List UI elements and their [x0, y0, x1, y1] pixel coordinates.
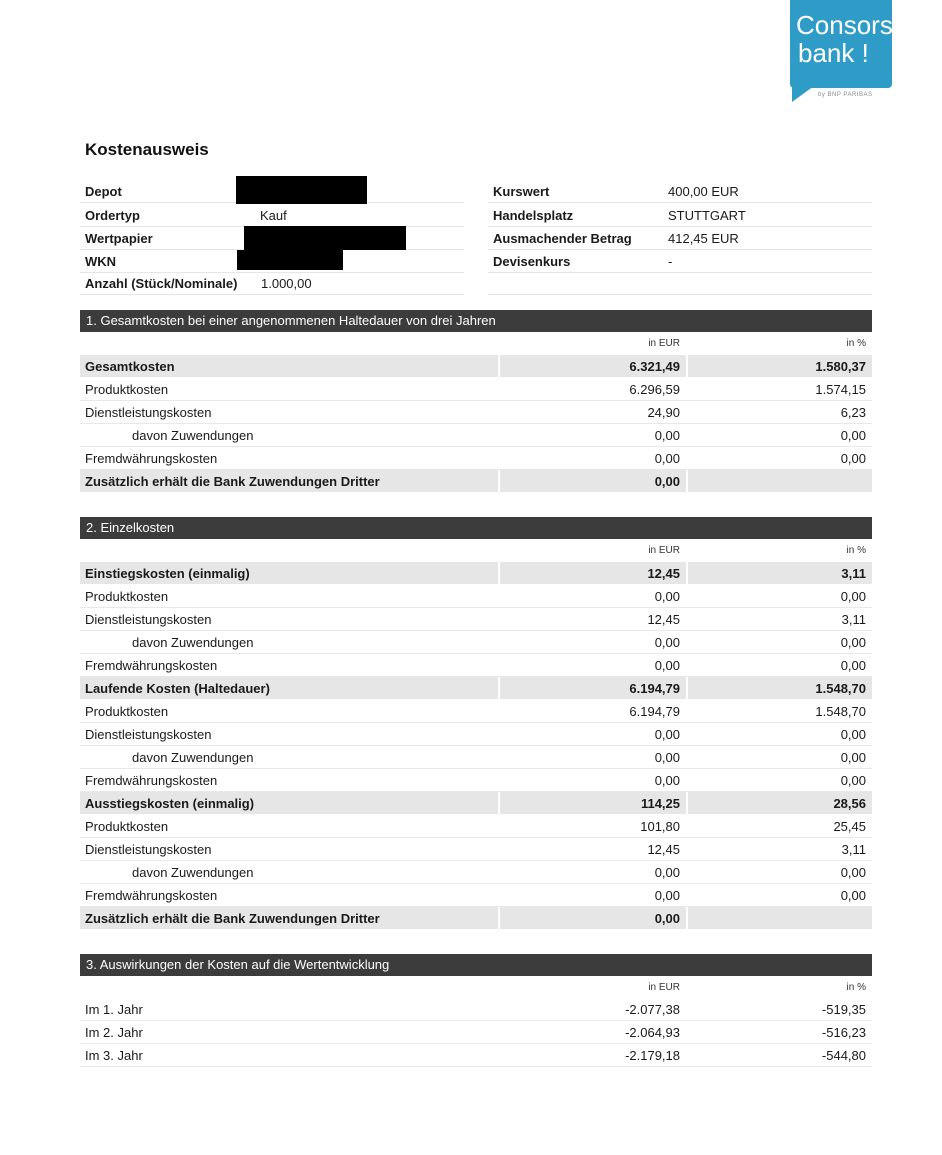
- value-eur: 0,00: [654, 727, 680, 742]
- value-pct: 0,00: [840, 635, 866, 650]
- row-label: Laufende Kosten (Haltedauer): [85, 681, 270, 696]
- value-eur: 0,00: [654, 451, 680, 466]
- value-eur: 6.321,49: [629, 359, 680, 374]
- row-label: Produktkosten: [85, 589, 169, 604]
- value-eur: 12,45: [647, 842, 680, 857]
- redaction-depot: [236, 176, 367, 204]
- section3-units: [80, 980, 872, 996]
- info-row-kurswert: [488, 180, 872, 203]
- page-title: Kostenausweis: [85, 140, 209, 159]
- value-eur: 6.296,59: [629, 382, 680, 397]
- info-label: Wertpapier: [85, 231, 153, 246]
- table-row: [80, 424, 872, 447]
- column-separator: [686, 355, 688, 377]
- value-eur: -2.179,18: [625, 1048, 680, 1063]
- value-eur: -2.064,93: [625, 1025, 680, 1040]
- row-label: Produktkosten: [85, 704, 169, 719]
- row-label: Im 2. Jahr: [85, 1025, 143, 1040]
- value-eur: 12,45: [647, 566, 680, 581]
- value-eur: 0,00: [654, 635, 680, 650]
- table-row: [80, 838, 872, 861]
- table-row: [80, 700, 872, 723]
- value-eur: 114,25: [640, 796, 680, 811]
- value-pct: 3,11: [841, 842, 866, 857]
- row-label: Dienstleistungskosten: [85, 612, 212, 627]
- value-pct: -516,23: [821, 1025, 866, 1040]
- value-pct: 0,00: [840, 658, 866, 673]
- value-pct: 0,00: [840, 428, 866, 443]
- value-pct: -544,80: [821, 1048, 866, 1063]
- value-eur: 0,00: [654, 865, 680, 880]
- row-label: Im 1. Jahr: [85, 1002, 143, 1017]
- value-eur: 12,45: [647, 612, 680, 627]
- column-separator: [498, 792, 500, 814]
- value-pct: 25,45: [833, 819, 866, 834]
- table-row: [80, 470, 872, 493]
- column-separator: [498, 562, 500, 584]
- unit-eur: in EUR: [648, 545, 680, 556]
- value-pct: 28,56: [833, 796, 866, 811]
- table-row: [80, 447, 872, 470]
- table-row: [80, 907, 872, 930]
- table-row: [80, 769, 872, 792]
- row-label: Fremdwährungskosten: [85, 888, 218, 903]
- info-label: Depot: [85, 184, 122, 199]
- column-separator: [498, 355, 500, 377]
- info-row-handelsplatz: [488, 204, 872, 227]
- row-label: davon Zuwendungen: [132, 635, 254, 650]
- value-eur: -2.077,38: [625, 1002, 680, 1017]
- info-row-empty: [488, 272, 872, 295]
- table-row: [80, 723, 872, 746]
- value-pct: 1.580,37: [815, 359, 866, 374]
- info-value: 1.000,00: [261, 276, 312, 291]
- row-label: Fremdwährungskosten: [85, 451, 218, 466]
- table-row: [80, 585, 872, 608]
- value-eur: 6.194,79: [629, 681, 680, 696]
- column-separator: [498, 907, 500, 929]
- value-pct: 1.548,70: [815, 704, 866, 719]
- row-label: Einstiegskosten (einmalig): [85, 566, 250, 581]
- section2-units: [80, 543, 872, 559]
- row-label: Ausstiegskosten (einmalig): [85, 796, 255, 811]
- logo-text-line2: bank !: [798, 38, 869, 68]
- info-row-devisenkurs: [488, 250, 872, 273]
- column-separator: [498, 470, 500, 492]
- info-row-ordertyp: [80, 204, 464, 227]
- value-pct: 0,00: [840, 589, 866, 604]
- row-label: Produktkosten: [85, 819, 169, 834]
- unit-eur: in EUR: [648, 338, 680, 349]
- column-separator: [686, 470, 688, 492]
- table-row: [80, 792, 872, 815]
- row-label: Fremdwährungskosten: [85, 658, 218, 673]
- info-label: Handelsplatz: [493, 208, 574, 223]
- table-row: [80, 378, 872, 401]
- table-row: [80, 746, 872, 769]
- column-separator: [686, 792, 688, 814]
- row-label: Produktkosten: [85, 382, 169, 397]
- value-pct: 0,00: [840, 865, 866, 880]
- value-eur: 0,00: [654, 911, 680, 926]
- table-row: [80, 654, 872, 677]
- info-label: WKN: [85, 254, 117, 269]
- value-pct: 0,00: [840, 773, 866, 788]
- value-eur: 0,00: [654, 428, 680, 443]
- table-row: [80, 815, 872, 838]
- column-separator: [498, 677, 500, 699]
- table-row: [80, 998, 872, 1021]
- value-pct: -519,35: [821, 1002, 866, 1017]
- info-label: Kurswert: [493, 184, 550, 199]
- logo-subtitle: by BNP PARIBAS: [818, 92, 873, 98]
- value-pct: 0,00: [840, 451, 866, 466]
- consorsbank-logo: [790, 0, 892, 88]
- section1-units: [80, 336, 872, 352]
- value-eur: 6.194,79: [629, 704, 680, 719]
- info-value: STUTTGART: [668, 208, 746, 223]
- table-row: [80, 1021, 872, 1044]
- info-value: Kauf: [260, 208, 287, 223]
- table-row: [80, 562, 872, 585]
- info-label: Ordertyp: [85, 208, 140, 223]
- info-label: Anzahl (Stück/Nominale): [85, 276, 238, 291]
- column-separator: [686, 677, 688, 699]
- info-value: 400,00 EUR: [668, 184, 739, 199]
- row-label: Dienstleistungskosten: [85, 842, 212, 857]
- value-eur: 0,00: [654, 888, 680, 903]
- table-row: [80, 608, 872, 631]
- column-separator: [686, 562, 688, 584]
- unit-eur: in EUR: [648, 982, 680, 993]
- unit-pct: in %: [846, 982, 866, 993]
- row-label: davon Zuwendungen: [132, 750, 254, 765]
- unit-pct: in %: [846, 545, 866, 556]
- value-pct: 6,23: [840, 405, 866, 420]
- info-value: 412,45 EUR: [668, 231, 739, 246]
- table-row: [80, 631, 872, 654]
- row-label: davon Zuwendungen: [132, 428, 254, 443]
- value-eur: 0,00: [654, 474, 680, 489]
- row-label: Gesamtkosten: [85, 359, 175, 374]
- value-pct: 3,11: [841, 566, 866, 581]
- value-eur: 0,00: [654, 750, 680, 765]
- row-label: davon Zuwendungen: [132, 865, 254, 880]
- table-row: [80, 861, 872, 884]
- section3-title: 3. Auswirkungen der Kosten auf die Wertentwicklung: [86, 957, 390, 972]
- row-label: Zusätzlich erhält die Bank Zuwendungen Dritter: [85, 474, 380, 489]
- logo-text-line1: Consors: [796, 10, 893, 40]
- value-pct: 1.574,15: [815, 382, 866, 397]
- table-row: [80, 884, 872, 907]
- column-separator: [686, 907, 688, 929]
- section1-header: [80, 310, 872, 332]
- row-label: Im 3. Jahr: [85, 1048, 143, 1063]
- section2-header: [80, 517, 872, 539]
- value-eur: 0,00: [654, 773, 680, 788]
- table-row: [80, 401, 872, 424]
- table-row: [80, 677, 872, 700]
- value-pct: 1.548,70: [815, 681, 866, 696]
- value-pct: 0,00: [840, 888, 866, 903]
- info-label: Devisenkurs: [493, 254, 571, 269]
- value-eur: 101,80: [640, 819, 680, 834]
- value-pct: 3,11: [841, 612, 866, 627]
- value-eur: 0,00: [654, 658, 680, 673]
- section3-header: [80, 954, 872, 976]
- info-row-ausmachender-betrag: [488, 227, 872, 250]
- value-pct: 0,00: [840, 750, 866, 765]
- redaction-wertpapier: [244, 226, 406, 250]
- table-row: [80, 355, 872, 378]
- info-value: -: [668, 254, 673, 269]
- redaction-wkn: [237, 250, 343, 270]
- section1-title: 1. Gesamtkosten bei einer angenommenen Haltedauer von drei Jahren: [86, 313, 496, 328]
- row-label: Fremdwährungskosten: [85, 773, 218, 788]
- row-label: Dienstleistungskosten: [85, 405, 212, 420]
- section2-title: 2. Einzelkosten: [86, 520, 175, 535]
- logo-speech-tail: [792, 86, 814, 102]
- value-eur: 0,00: [654, 589, 680, 604]
- unit-pct: in %: [846, 338, 866, 349]
- table-row: [80, 1044, 872, 1067]
- value-eur: 24,90: [647, 405, 680, 420]
- value-pct: 0,00: [840, 727, 866, 742]
- row-label: Zusätzlich erhält die Bank Zuwendungen Dritter: [85, 911, 380, 926]
- row-label: Dienstleistungskosten: [85, 727, 212, 742]
- info-row-anzahl: [80, 272, 464, 295]
- info-label: Ausmachender Betrag: [493, 231, 632, 246]
